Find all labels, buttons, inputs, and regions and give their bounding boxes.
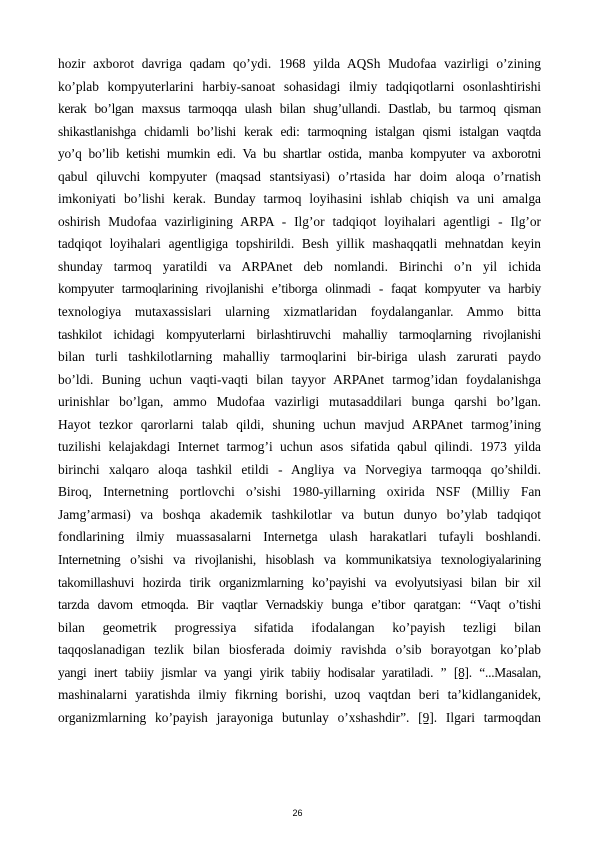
body-paragraph — [58, 53, 541, 729]
text-line: takomillashuvi hozirda tirik organizmlarning ko’payishi va evolyutsiyasi bilan bir xil — [58, 574, 541, 590]
text-line: bilan turli tashkilotlarning mahalliy tarmoqlarini bir-biriga ulash zarurati paydo — [58, 349, 541, 365]
text-segment: organizmlarning ko’payish jarayoniga butunlay o’xshashdir”. — [58, 709, 419, 725]
text-line: shunday tarmoq yaratildi va ARPAnet deb nomlandi. Birinchi o’n yil ichida — [58, 258, 541, 274]
text-line: hozir axborot davriga qadam qo’ydi. 1968 yilda AQSh Mudofaa vazirligi o’zining — [58, 56, 541, 71]
text-line: ko’plab kompyuterlarini harbiy-sanoat sohasidagi ilmiy tadqiqotlarni osonlashtirishi — [58, 78, 541, 94]
text-line: taqqoslanadigan tezlik bilan biosferada doimiy ravishda o’sib borayotgan ko’plab — [58, 642, 541, 658]
text-segment: . Ilgari tarmoqdan — [433, 709, 541, 725]
text-line: Biroq, Internetning portlovchi o’sishi 1980-yillarning oxirida NSF (Milliy Fan — [58, 484, 541, 500]
text-line: tuzilishi kelajakdagi Internet tarmog’i uchun asos sifatida qabul qilindi. 1973 yilda — [58, 439, 541, 455]
text-line: tarzda davom etmoqda. Bir vaqtlar Vernadskiy bunga e’tibor qaratgan: ‘‘Vaqt o’tishi — [58, 597, 541, 613]
text-line: texnologiya mutaxassislari ularning xizmatlaridan foydalanganlar. Ammo bitta — [58, 304, 541, 320]
text-line: yo’q bo’lib ketishi mumkin edi. Va bu shartlar ostida, manba kompyuter va axborotni — [58, 146, 541, 162]
text-line: imkoniyati bo’lishi kerak. Bunday tarmoq loyihasini ishlab chiqish va uni amalga — [58, 191, 541, 207]
text-line — [58, 662, 541, 685]
citation-link-9[interactable]: [9] — [418, 709, 434, 725]
text-line: kerak bo’lgan maxsus tarmoqqa ulash bilan shug’ullandi. Dastlab, bu tarmoq qisman — [58, 101, 541, 117]
text-line: fondlarining ilmiy muassasalarni Internetga ulash harakatlari tufayli boshlandi. — [58, 529, 541, 545]
text-line: bilan geometrik progressiya sifatida ifodalangan ko’payish tezligi bilan — [58, 619, 541, 635]
text-line: bo’ldi. Buning uchun vaqti-vaqti bilan tayyor ARPAnet tarmog’idan foydalanishga — [58, 371, 541, 387]
page-number: 26 — [292, 808, 303, 818]
citation-link-8[interactable]: [8] — [453, 664, 469, 680]
text-line: Jamg’armasi) va boshqa akademik tashkilotlar va butun dunyo bo’ylab tadqiqot — [58, 506, 541, 522]
text-line: tashkilot ichidagi kompyuterlarni birlashtiruvchi mahalliy tarmoqlarning rivojlanishi — [58, 326, 541, 342]
text-line: oshirish Mudofaa vazirligining ARPA - Ilg’or tadqiqot loyihalari agentligi - Ilg’or — [58, 213, 541, 229]
text-line: kompyuter tarmoqlarining rivojlanishi e’tiborga olinmadi - faqat kompyuter va harbiy — [58, 281, 541, 297]
text-line: tadqiqot loyihalari agentligiga topshirildi. Besh yillik mashaqqatli mehnatdan keyin — [58, 236, 541, 252]
text-line: mashinalarni yaratishda ilmiy fikrning borishi, uzoq vaqtdan beri ta’kidlanganidek, — [58, 687, 541, 703]
text-line: urinishlar bo’lgan, ammo Mudofaa vazirligi mutasaddilari bunga qarshi bo’lgan. — [58, 394, 541, 410]
text-line: shikastlanishga chidamli bo’lishi kerak edi: tarmoqning istalgan qismi istalgan vaqtda — [58, 123, 541, 139]
text-line — [58, 707, 541, 730]
text-segment: yangi inert tabiiy jismlar va yangi yirik tabiiy hodisalar yaratiladi. ” — [58, 664, 454, 680]
text-line: qabul qiluvchi kompyuter (maqsad stantsiyasi) o’rtasida har doim aloqa o’rnatish — [58, 168, 541, 184]
text-line: Hayot tezkor qarorlarni talab qildi, shuning uchun mavjud ARPAnet tarmog’ining — [58, 416, 541, 432]
text-line: Internetning o’sishi va rivojlanishi, hisoblash va kommunikatsiya texnologiyalarining — [58, 552, 541, 568]
text-line: birinchi xalqaro aloqa tashkil etildi - Angliya va Norvegiya tarmoqqa qo’shildi. — [58, 461, 541, 477]
text-segment: . “...Masalan, — [468, 664, 542, 680]
